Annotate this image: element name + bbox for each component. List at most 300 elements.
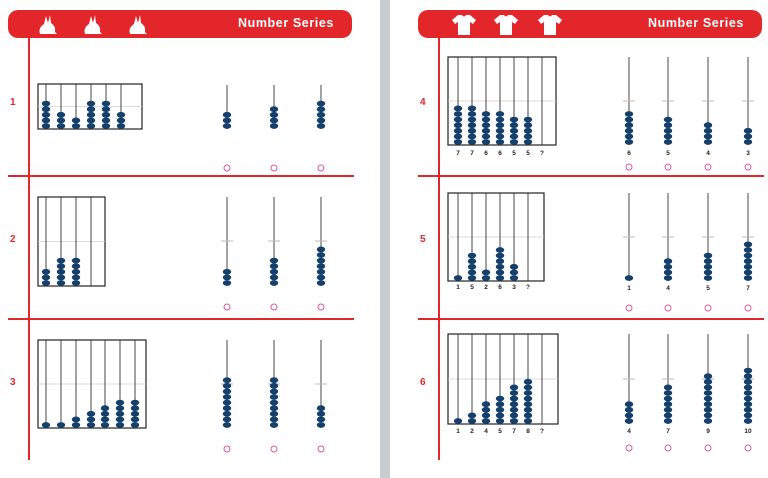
answer-circle (665, 164, 671, 170)
abacus-bead (704, 407, 712, 413)
abacus-bead (270, 389, 278, 395)
answer-circle (271, 165, 277, 171)
abacus-bead (510, 413, 518, 419)
abacus-bead (102, 112, 110, 118)
abacus-bead (744, 401, 752, 407)
abacus-bead (317, 422, 325, 428)
answer-circle (745, 445, 751, 451)
answer-label: 5 (666, 150, 670, 157)
abacus-bead (116, 400, 124, 406)
abacus-bead (704, 264, 712, 270)
abacus-bead (496, 253, 504, 259)
abacus-bead (116, 417, 124, 423)
abacus-bead (101, 405, 109, 411)
abacus-bead (270, 377, 278, 383)
abacus-bead (468, 111, 476, 117)
abacus-bead (87, 417, 95, 423)
abacus-bead (468, 270, 476, 276)
abacus-bead (744, 390, 752, 396)
abacus-bead (454, 106, 462, 112)
problem-number: 6 (420, 377, 426, 388)
abacus-bead (510, 128, 518, 134)
abacus-bead (72, 118, 80, 124)
abacus-bead (454, 111, 462, 117)
abacus-bead (496, 264, 504, 270)
abacus-bead (270, 394, 278, 400)
problem-number: 1 (10, 97, 16, 108)
abacus-bead (317, 269, 325, 275)
abacus-bead (482, 401, 490, 407)
abacus-bead (664, 385, 672, 391)
abacus-bead (468, 264, 476, 270)
abacus-bead (664, 418, 672, 424)
abacus-bead (482, 413, 490, 419)
abacus-bead (223, 411, 231, 417)
frame-label: 7 (470, 150, 474, 157)
abacus-bead (625, 275, 633, 281)
abacus-bead (72, 258, 80, 264)
abacus-bead (223, 389, 231, 395)
abacus-bead (454, 418, 462, 424)
answer-circle (224, 304, 230, 310)
abacus-bead (496, 413, 504, 419)
abacus-bead (625, 407, 633, 413)
frame-label: 7 (512, 428, 516, 435)
abacus-bead (72, 280, 80, 286)
abacus-bead (223, 383, 231, 389)
frame-label: ? (526, 284, 530, 291)
abacus-bead (625, 134, 633, 140)
frame-label: 1 (456, 428, 460, 435)
abacus-bead (496, 418, 504, 424)
abacus-bead (744, 242, 752, 248)
worksheet-page-left (0, 0, 380, 478)
answer-circle (705, 305, 711, 311)
abacus-bead (270, 112, 278, 118)
abacus-bead (510, 390, 518, 396)
frame-label: 8 (526, 428, 530, 435)
abacus-bead (524, 418, 532, 424)
problem-number: 5 (420, 234, 426, 245)
abacus-bead (482, 139, 490, 145)
abacus-bead (87, 106, 95, 112)
abacus-bead (270, 411, 278, 417)
abacus-bead (101, 411, 109, 417)
abacus-bead (496, 396, 504, 402)
abacus-bead (482, 270, 490, 276)
abacus-bead (116, 405, 124, 411)
abacus-bead (482, 122, 490, 128)
answer-label: 1 (627, 285, 631, 292)
abacus-bead (704, 270, 712, 276)
abacus-bead (454, 122, 462, 128)
answer-circle (626, 445, 632, 451)
abacus-bead (116, 411, 124, 417)
abacus-bead (454, 139, 462, 145)
abacus-bead (317, 123, 325, 129)
abacus-bead (744, 368, 752, 374)
frame-label: 5 (470, 284, 474, 291)
abacus-bead (524, 122, 532, 128)
abacus-bead (664, 134, 672, 140)
abacus-bead (57, 280, 65, 286)
abacus-bead (72, 123, 80, 129)
abacus-bead (625, 111, 633, 117)
abacus-bead (270, 118, 278, 124)
page-title: Number Series (647, 16, 744, 30)
answer-label: 5 (706, 285, 710, 292)
abacus-bead (496, 128, 504, 134)
answer-circle (271, 446, 277, 452)
abacus-bead (496, 139, 504, 145)
abacus-bead (704, 373, 712, 379)
frame-label: 5 (512, 150, 516, 157)
abacus-bead (57, 123, 65, 129)
abacus-bead (270, 269, 278, 275)
abacus-bead (468, 139, 476, 145)
abacus-bead (87, 118, 95, 124)
abacus-bead (468, 413, 476, 419)
abacus-bead (42, 112, 50, 118)
answer-label: 4 (666, 285, 670, 292)
abacus-bead (744, 373, 752, 379)
abacus-bead (270, 106, 278, 112)
abacus-bead (468, 253, 476, 259)
abacus-bead (744, 139, 752, 145)
abacus-bead (664, 396, 672, 402)
abacus-bead (524, 128, 532, 134)
abacus-bead (317, 252, 325, 258)
abacus-bead (744, 247, 752, 253)
answer-circle (626, 305, 632, 311)
abacus-bead (87, 112, 95, 118)
abacus-bead (468, 117, 476, 123)
abacus-bead (102, 101, 110, 107)
abacus-bead (664, 275, 672, 281)
abacus-bead (524, 139, 532, 145)
abacus-bead (270, 405, 278, 411)
abacus-bead (704, 379, 712, 385)
abacus-bead (524, 407, 532, 413)
abacus-bead (454, 117, 462, 123)
worksheet-page-right (390, 0, 768, 478)
abacus-bead (57, 422, 65, 428)
abacus-bead (42, 275, 50, 281)
abacus-bead (524, 413, 532, 419)
abacus-bead (664, 122, 672, 128)
abacus-bead (131, 411, 139, 417)
abacus-bead (510, 275, 518, 281)
abacus-bead (704, 139, 712, 145)
abacus-bead (482, 418, 490, 424)
abacus-bead (482, 275, 490, 281)
abacus-bead (270, 383, 278, 389)
abacus-bead (57, 258, 65, 264)
abacus-bead (223, 405, 231, 411)
abacus-bead (704, 128, 712, 134)
abacus-bead (317, 280, 325, 286)
abacus-bead (223, 280, 231, 286)
abacus-bead (42, 101, 50, 107)
abacus-bead (664, 128, 672, 134)
answer-circle (318, 304, 324, 310)
abacus-bead (744, 407, 752, 413)
frame-label: 1 (456, 284, 460, 291)
abacus-bead (57, 263, 65, 269)
abacus-bead (524, 117, 532, 123)
abacus-layer (0, 0, 380, 478)
abacus-bead (482, 117, 490, 123)
abacus-bead (42, 422, 50, 428)
abacus-bead (704, 396, 712, 402)
answer-label: 7 (746, 285, 750, 292)
abacus-bead (744, 413, 752, 419)
abacus-bead (496, 247, 504, 253)
abacus-bead (744, 264, 752, 270)
abacus-bead (57, 118, 65, 124)
abacus-bead (101, 422, 109, 428)
abacus-bead (87, 123, 95, 129)
abacus-bead (510, 117, 518, 123)
abacus-bead (117, 112, 125, 118)
abacus-bead (510, 122, 518, 128)
abacus-bead (270, 123, 278, 129)
answer-circle (224, 165, 230, 171)
abacus-bead (496, 270, 504, 276)
abacus-bead (87, 422, 95, 428)
abacus-bead (664, 139, 672, 145)
abacus-bead (510, 407, 518, 413)
abacus-bead (57, 112, 65, 118)
abacus-bead (468, 258, 476, 264)
abacus-bead (317, 263, 325, 269)
abacus-bead (317, 411, 325, 417)
abacus-bead (223, 118, 231, 124)
frame-label: 4 (484, 428, 488, 435)
abacus-bead (482, 111, 490, 117)
problem-number: 4 (420, 97, 426, 108)
abacus-bead (625, 401, 633, 407)
abacus-bead (510, 139, 518, 145)
abacus-bead (102, 106, 110, 112)
abacus-bead (625, 122, 633, 128)
abacus-bead (131, 417, 139, 423)
abacus-bead (317, 112, 325, 118)
abacus-bead (524, 390, 532, 396)
abacus-bead (496, 111, 504, 117)
abacus-bead (131, 400, 139, 406)
abacus-bead (510, 264, 518, 270)
abacus-bead (42, 118, 50, 124)
abacus-bead (664, 413, 672, 419)
answer-circle (665, 445, 671, 451)
abacus-bead (496, 401, 504, 407)
abacus-bead (87, 411, 95, 417)
frame-label: 2 (484, 284, 488, 291)
abacus-bead (496, 122, 504, 128)
abacus-bead (744, 253, 752, 259)
frame-label: ? (540, 428, 544, 435)
abacus-bead (317, 118, 325, 124)
answer-circle (745, 164, 751, 170)
abacus-bead (468, 418, 476, 424)
abacus-bead (223, 417, 231, 423)
answer-label: 10 (744, 428, 752, 435)
abacus-bead (317, 106, 325, 112)
abacus-bead (744, 385, 752, 391)
answer-circle (271, 304, 277, 310)
abacus-bead (704, 385, 712, 391)
abacus-bead (704, 413, 712, 419)
abacus-bead (317, 405, 325, 411)
abacus-bead (72, 422, 80, 428)
abacus-bead (510, 401, 518, 407)
abacus-bead (524, 134, 532, 140)
abacus-bead (482, 134, 490, 140)
answer-circle (318, 165, 324, 171)
page-title: Number Series (237, 16, 334, 30)
abacus-bead (117, 123, 125, 129)
abacus-bead (704, 258, 712, 264)
frame-label: 6 (498, 150, 502, 157)
abacus-bead (270, 263, 278, 269)
abacus-bead (524, 385, 532, 391)
abacus-bead (223, 269, 231, 275)
abacus-bead (704, 275, 712, 281)
frame-label: 6 (498, 284, 502, 291)
abacus-bead (317, 101, 325, 107)
problem-number: 2 (10, 234, 16, 245)
abacus-bead (223, 123, 231, 129)
abacus-bead (704, 401, 712, 407)
abacus-bead (625, 139, 633, 145)
abacus-bead (270, 417, 278, 423)
abacus-bead (42, 280, 50, 286)
abacus-bead (223, 422, 231, 428)
abacus-bead (625, 418, 633, 424)
problem-number: 3 (10, 377, 16, 388)
abacus-bead (317, 417, 325, 423)
abacus-bead (87, 101, 95, 107)
abacus-bead (744, 270, 752, 276)
abacus-bead (510, 396, 518, 402)
abacus-bead (223, 394, 231, 400)
abacus-bead (101, 417, 109, 423)
abacus-bead (664, 401, 672, 407)
abacus-bead (704, 122, 712, 128)
abacus-bead (625, 117, 633, 123)
answer-label: 9 (706, 428, 710, 435)
abacus-bead (468, 128, 476, 134)
abacus-bead (270, 400, 278, 406)
abacus-bead (223, 275, 231, 281)
abacus-bead (664, 258, 672, 264)
abacus-bead (72, 263, 80, 269)
abacus-bead (72, 417, 80, 423)
answer-circle (705, 445, 711, 451)
abacus-bead (664, 264, 672, 270)
frame-label: 5 (498, 428, 502, 435)
abacus-bead (524, 401, 532, 407)
abacus-bead (57, 275, 65, 281)
abacus-bead (744, 134, 752, 140)
abacus-bead (496, 134, 504, 140)
abacus-bead (664, 270, 672, 276)
abacus-bead (102, 123, 110, 129)
abacus-bead (744, 418, 752, 424)
abacus-bead (468, 106, 476, 112)
abacus-bead (482, 128, 490, 134)
abacus-bead (270, 422, 278, 428)
abacus-bead (317, 258, 325, 264)
answer-label: 6 (627, 150, 631, 157)
answer-label: 7 (666, 428, 670, 435)
answer-circle (705, 164, 711, 170)
abacus-bead (317, 247, 325, 253)
frame-label: 3 (512, 284, 516, 291)
abacus-bead (102, 118, 110, 124)
abacus-bead (223, 400, 231, 406)
abacus-bead (72, 269, 80, 275)
page-gutter (380, 0, 390, 478)
abacus-bead (57, 269, 65, 275)
abacus-bead (117, 118, 125, 124)
abacus-bead (625, 413, 633, 419)
abacus-bead (496, 275, 504, 281)
abacus-bead (704, 390, 712, 396)
abacus-bead (42, 269, 50, 275)
frame-label: 6 (484, 150, 488, 157)
abacus-bead (116, 422, 124, 428)
abacus-bead (496, 407, 504, 413)
abacus-bead (42, 123, 50, 129)
abacus-bead (744, 275, 752, 281)
answer-circle (665, 305, 671, 311)
abacus-bead (510, 418, 518, 424)
abacus-bead (42, 106, 50, 112)
abacus-bead (468, 122, 476, 128)
abacus-bead (454, 128, 462, 134)
abacus-bead (744, 258, 752, 264)
abacus-bead (454, 275, 462, 281)
abacus-bead (454, 134, 462, 140)
answer-circle (745, 305, 751, 311)
abacus-bead (664, 407, 672, 413)
abacus-bead (744, 396, 752, 402)
abacus-bead (510, 134, 518, 140)
abacus-bead (223, 377, 231, 383)
abacus-bead (524, 379, 532, 385)
abacus-bead (704, 253, 712, 259)
answer-circle (318, 446, 324, 452)
abacus-bead (223, 112, 231, 118)
abacus-bead (625, 128, 633, 134)
abacus-bead (510, 385, 518, 391)
frame-label: 7 (456, 150, 460, 157)
abacus-bead (270, 258, 278, 264)
answer-label: 4 (706, 150, 710, 157)
answer-circle (626, 164, 632, 170)
abacus-layer (390, 0, 768, 478)
abacus-bead (468, 134, 476, 140)
frame-label: 5 (526, 150, 530, 157)
abacus-bead (468, 275, 476, 281)
abacus-bead (664, 117, 672, 123)
abacus-bead (524, 396, 532, 402)
abacus-bead (704, 418, 712, 424)
abacus-bead (496, 117, 504, 123)
abacus-bead (317, 275, 325, 281)
